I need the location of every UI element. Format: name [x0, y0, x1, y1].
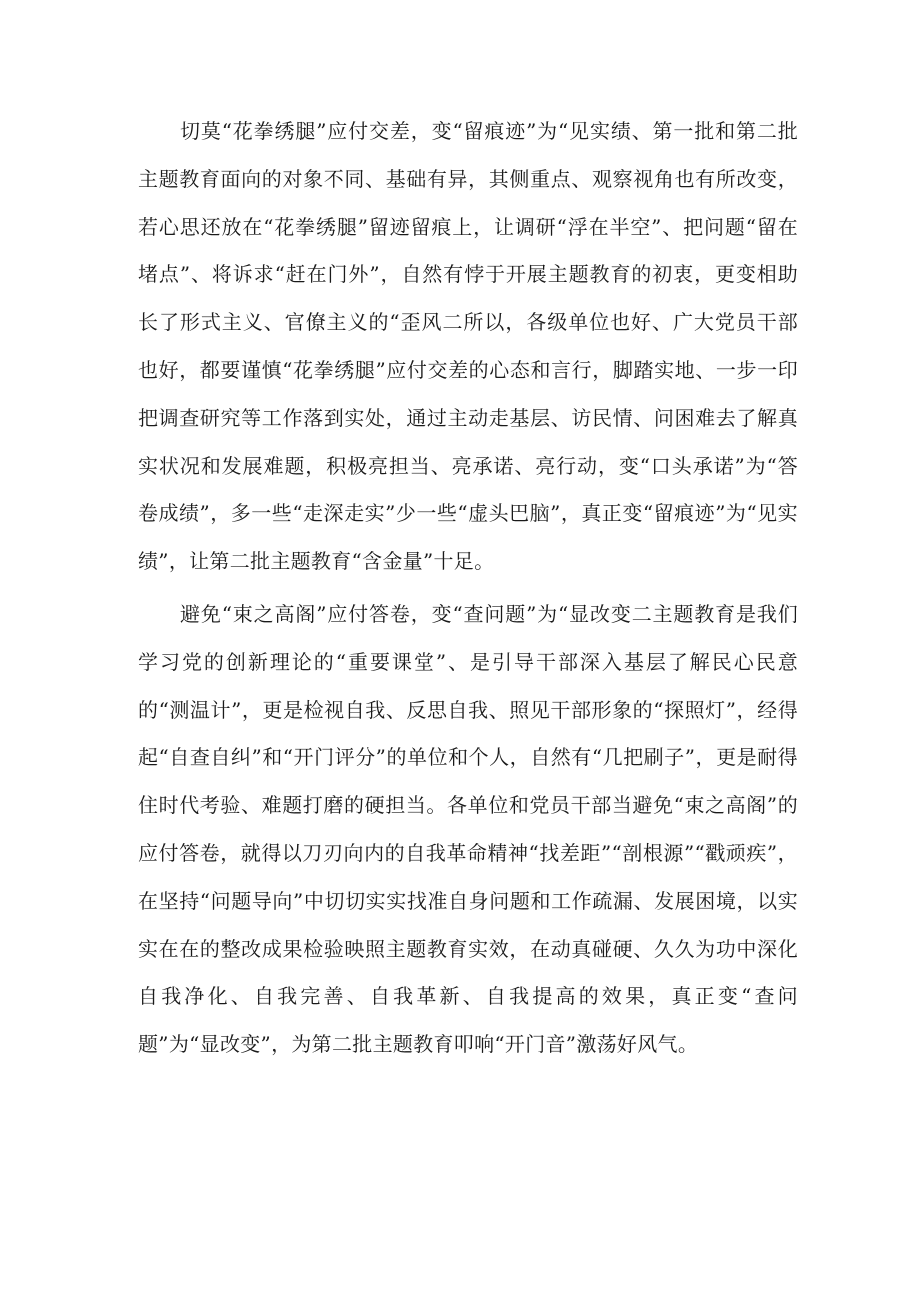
paragraph-1: 切莫“花拳绣腿”应付交差，变“留痕迹”为“见实绩、第一批和第二批主题教育面向的对象不同、基础有异，其侧重点、观察视角也有所改变，若心思还放在“花拳绣腿”留迹留痕上，让调研“浮在半空”、把问题“留在堵点”、将诉求“赶在门外”，自然有悖于开展主题教育的初衷，更变相助长了形式主义、官僚主义的“歪风二所以，各级单位也好、广大党员干部也好，都要谨慎“花拳绣腿”应付交差的心态和言行，脚踏实地、一步一印把调查研究等工作落到实处，通过主动走基层、访民情、问困难去了解真实状况和发展难题，积极亮担当、亮承诺、亮行动，变“口头承诺”为“答卷成绩”，多一些“走深走实”少一些“虚头巴脑”，真正变“留痕迹”为“见实绩”，让第二批主题教育“含金量”十足。 [138, 119, 798, 574]
paragraph-2: 避免“束之高阁”应付答卷，变“查问题”为“显改变二主题教育是我们学习党的创新理论的“重要课堂”、是引导干部深入基层了解民心民意的“测温计”，更是检视自我、反思自我、照见干部形象的“探照灯”，经得起“自查自纠”和“开门评分”的单位和个人，自然有“几把刷子”，更是耐得住时代考验、难题打磨的硬担当。各单位和党员干部当避免“束之高阁”的应付答卷，就得以刀刃向内的自我革命精神“找差距”“剖根源”“戳顽疾”，在坚持“问题导向”中切切实实找准自身问题和工作疏漏、发展困境，以实实在在的整改成果检验映照主题教育实效，在动真碰硬、久久为功中深化自我净化、自我完善、自我革新、自我提高的效果，真正变“查问题”为“显改变”，为第二批主题教育叩响“开门音”激荡好风气。 [138, 602, 798, 1057]
